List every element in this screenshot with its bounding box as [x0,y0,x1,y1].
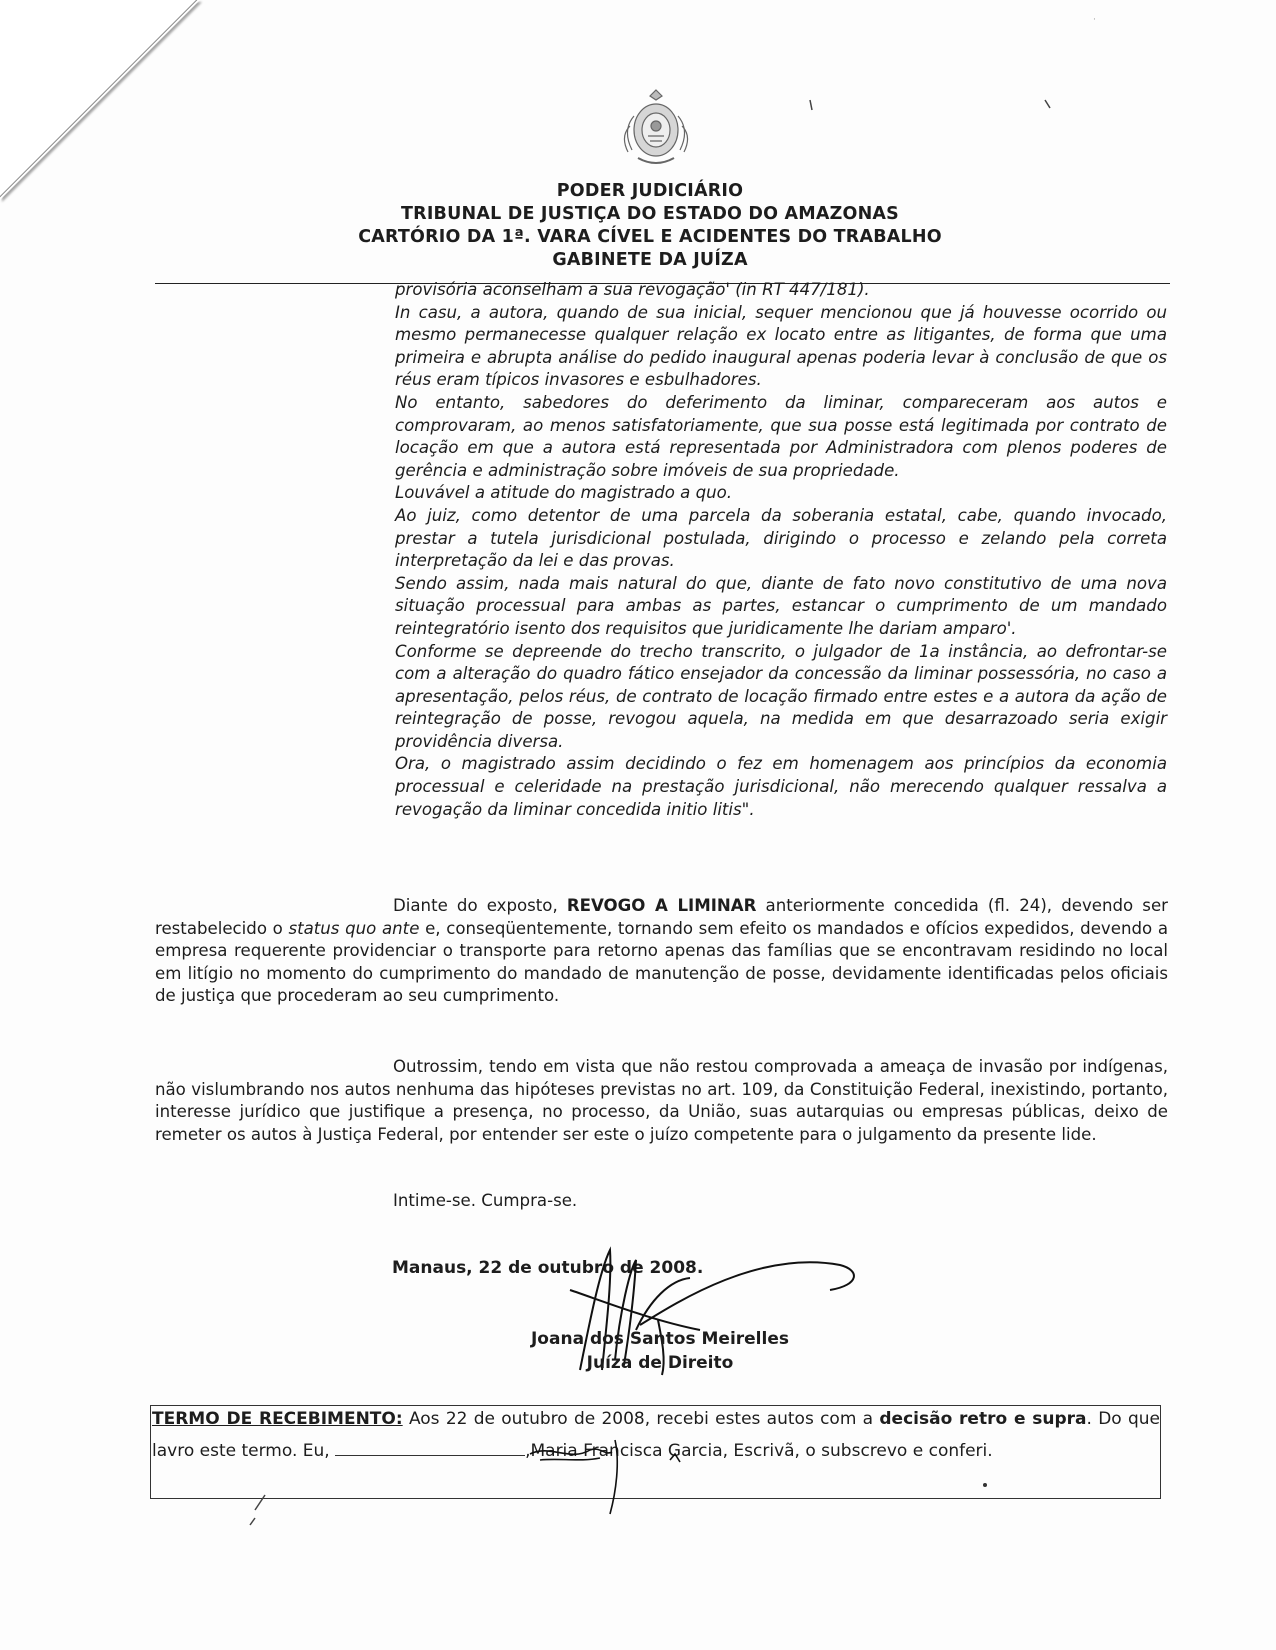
termo-text: Aos 22 de outubro de 2008, recebi estes autos com a [402,1409,880,1429]
termo-label: TERMO DE RECEBIMENTO: [152,1409,403,1429]
coat-of-arms-seal [618,86,694,172]
svg-text:·: · [1093,15,1096,25]
decision-text: Intime-se. Cumpra-se. [393,1191,578,1210]
header-line-1: PODER JUDICIÁRIO [556,181,744,201]
termo-text: . Do que lavro este termo. Eu, [152,1409,1160,1461]
decision-text: e, conseqüentemente, tornando sem efeito os mandados e ofícios expedidos, devendo a empresa requerente providenciar o transporte para retorno apenas das famílias que se encontravam residindo no local em litígio no momento do cumprimento do mandado de manutenção de posse, devidamente identificadas pelos oficiais de justiça que procederam ao seu cumprimento. [155,918,1168,1006]
termo-bold: decisão retro e supra [879,1409,1087,1429]
header-line-3: CARTÓRIO DA 1ª. VARA CÍVEL E ACIDENTES DO TRABALHO [358,227,942,247]
quote-paragraph: provisória aconselham a sua revogação' (in RT 447/181). [395,280,870,299]
quote-paragraph: Louvável a atitude do magistrado a quo. [395,483,733,503]
folded-corner [0,0,200,200]
termo-text: ,Maria Francisca Garcia, Escrivã, o subscrevo e conferi. [525,1441,993,1461]
signature-block [500,1327,820,1375]
header-line-4: GABINETE DA JUÍZA [552,250,748,270]
judge-name: Joana dos Santos Meirelles [530,1329,789,1349]
decision-text: Outrossim, tendo em vista que não restou comprovada a ameaça de invasão por indígenas, não vislumbrando nos autos nenhuma das hipóteses previstas no art. 109, da Constituição Federal, inexistindo, portanto, interesse jurídico que justifique a presença, no processo, da União, suas autarquias ou empresas públicas, deixo de remeter os autos à Justiça Federal, por entender ser este o juízo competente para o julgamento da presente lide. [155,1057,1168,1144]
quote-paragraph: Conforme se depreende do trecho transcrito, o julgador de 1a instância, ao defrontar-se com a alteração do quadro fático ensejador da concessão da liminar possessória, no caso a apresentação, pelos réus, de contrato de locação firmado entre estes e a autora da ação de reintegração de posse, revogou aquela, na medida em que desarrazoado seria exigir providência diversa. [395,641,1167,751]
signature-date: Manaus, 22 de outubro de 2008. [392,1258,704,1278]
clerk-signature [520,1432,710,1522]
judge-title: Juíza de Direito [586,1353,734,1373]
decision-paragraph-3 [155,1190,1168,1213]
quote-paragraph: In casu, a autora, quando de sua inicial, sequer mencionou que já houvesse ocorrido ou mesmo permanecesse qualquer relação ex locato entre as litigantes, de forma que uma primeira e abrupta análise do pedido inaugural apenas poderia levar à conclusão de que os réus eram típicos invasores e esbulhadores. [395,302,1167,390]
header-line-2: TRIBUNAL DE JUSTIÇA DO ESTADO DO AMAZONAS [401,204,899,224]
quote-paragraph: Ora, o magistrado assim decidindo o fez em homenagem aos princípios da economia processual e celeridade na prestação jurisdicional, não merecendo qualquer ressalva a revogação da liminar concedida initio litis". [395,754,1167,819]
document-header [300,180,1000,272]
quoted-excerpt [395,279,1167,821]
status-quo-italic: status quo ante [288,918,420,938]
decision-text: anteriormente concedida (fl. 24), devendo ser restabelecido o [155,896,1168,938]
quote-paragraph: No entanto, sabedores do deferimento da liminar, compareceram aos autos e comprovaram, ao menos satisfatoriamente, que sua posse está legitimada por contrato de locação em que a autora está representada por Administradora com plenos poderes de gerência e administração sobre imóveis de sua propriedade. [395,392,1167,480]
revogo-emphasis: REVOGO A LIMINAR [566,896,757,915]
signature-line [335,1439,525,1456]
quote-paragraph: Sendo assim, nada mais natural do que, diante de fato novo constitutivo de uma nova situação processual para ambas as partes, estancar o cumprimento de um mandado reintegratório isento dos requisitos que juridicamente lhe dariam amparo'. [395,573,1167,638]
decision-text: Diante do exposto, [393,896,567,915]
decision-paragraph-2 [155,1056,1168,1146]
decision-paragraph-1 [155,895,1168,1008]
quote-paragraph: Ao juiz, como detentor de uma parcela da soberania estatal, cabe, quando invocado, prestar a tutela jurisdicional postulada, dirigindo o processo e zelando pela correta interpretação da lei e das provas. [395,505,1167,571]
